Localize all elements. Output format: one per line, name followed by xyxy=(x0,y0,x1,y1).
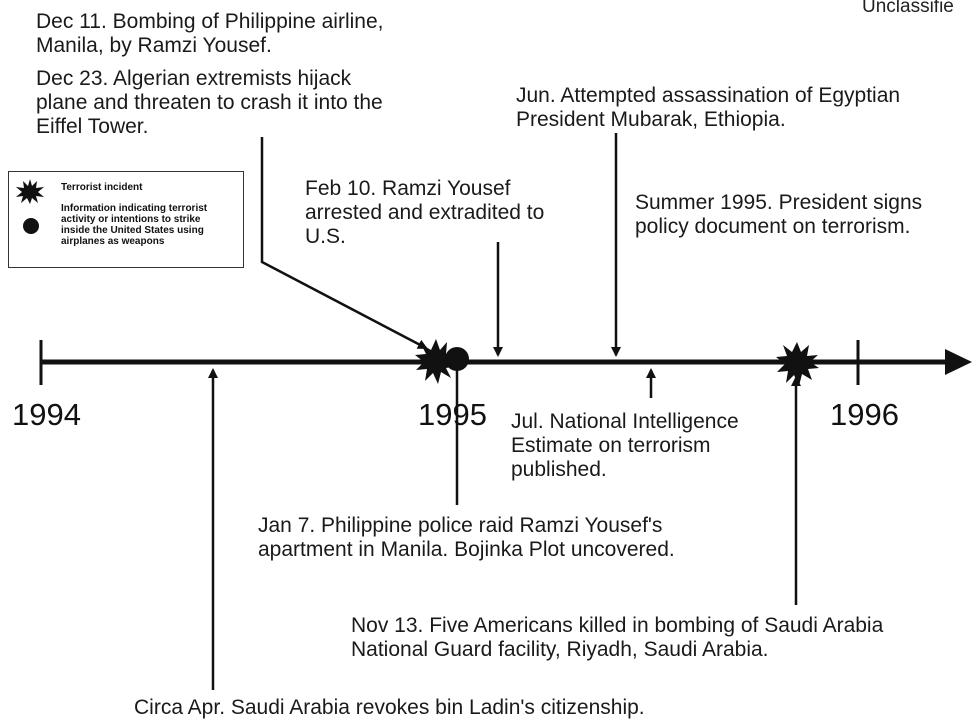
filled-circle-icon xyxy=(21,216,41,236)
starburst-icon xyxy=(15,178,45,204)
event-dec11: Dec 11. Bombing of Philippine airline, Manila, by Ramzi Yousef. xyxy=(36,10,384,57)
year-label-1996: 1996 xyxy=(830,397,899,432)
event-feb10: Feb 10. Ramzi Yousef arrested and extradited to U.S. xyxy=(305,177,545,248)
event-jun: Jun. Attempted assassination of Egyptian President Mubarak, Ethiopia. xyxy=(516,84,901,131)
year-label-1994: 1994 xyxy=(12,397,81,432)
legend xyxy=(8,171,244,268)
event-nov13: Nov 13. Five Americans killed in bombing of Saudi Arabia National Guard facility, Riyadh, Saudi Arabia. xyxy=(351,614,884,661)
timeline-axis-arrowhead xyxy=(945,349,972,375)
event-jan7: Jan 7. Philippine police raid Ramzi Yousef's apartment in Manila. Bojinka Plot uncovered. xyxy=(258,514,675,561)
filled-circle-icon xyxy=(445,347,469,371)
classification-marking: Unclassifie xyxy=(862,0,954,17)
year-label-1995: 1995 xyxy=(418,397,487,432)
event-apr: Circa Apr. Saudi Arabia revokes bin Ladin's citizenship. xyxy=(134,696,645,719)
legend-info-label: Information indicating terrorist activity or intentions to strike inside the United States using airplanes as weapons xyxy=(61,203,208,247)
legend-incident-label: Terrorist incident xyxy=(61,182,143,193)
event-summer: Summer 1995. President signs policy document on terrorism. xyxy=(635,191,923,238)
event-jul: Jul. National Intelligence Estimate on terrorism published. xyxy=(511,410,739,481)
event-dec23: Dec 23. Algerian extremists hijack plane and threaten to crash it into the Eiffel Tower. xyxy=(36,67,383,138)
